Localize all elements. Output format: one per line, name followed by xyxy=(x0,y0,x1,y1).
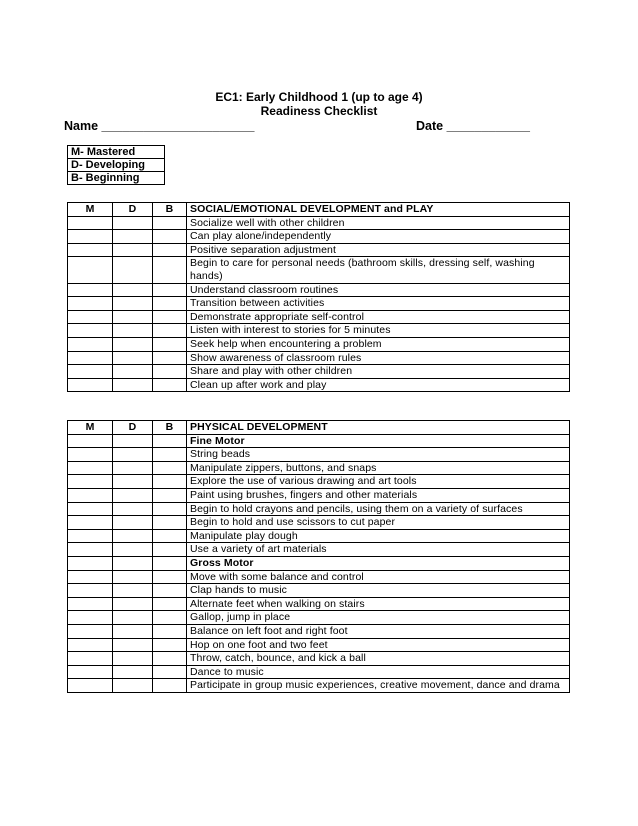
checkbox-d-cell xyxy=(113,556,153,570)
checkbox-d-cell[interactable] xyxy=(113,502,153,516)
checkbox-d-cell[interactable] xyxy=(113,516,153,530)
skill-label: Dance to music xyxy=(187,665,570,679)
checkbox-b-cell[interactable] xyxy=(153,378,187,392)
checklist-row xyxy=(68,365,570,379)
checklist-row xyxy=(68,638,570,652)
checkbox-d-cell xyxy=(113,434,153,448)
skill-label: Transition between activities xyxy=(187,297,570,311)
skill-label: Explore the use of various drawing and art tools xyxy=(187,475,570,489)
checkbox-b-cell[interactable] xyxy=(153,324,187,338)
checkbox-b-cell[interactable] xyxy=(153,570,187,584)
checklist-row xyxy=(68,475,570,489)
physical-development-rows xyxy=(68,434,570,692)
checkbox-m-cell[interactable] xyxy=(68,257,113,283)
checklist-row xyxy=(68,570,570,584)
skill-label: Participate in group music experiences, creative movement, dance and drama xyxy=(187,679,570,693)
skill-label: Gallop, jump in place xyxy=(187,611,570,625)
checklist-row xyxy=(68,624,570,638)
checkbox-m-cell[interactable] xyxy=(68,461,113,475)
checkbox-m-cell[interactable] xyxy=(68,310,113,324)
checklist-row xyxy=(68,243,570,257)
checklist-row xyxy=(68,488,570,502)
checkbox-m-cell[interactable] xyxy=(68,516,113,530)
column-m-header: M xyxy=(68,421,113,435)
checkbox-m-cell[interactable] xyxy=(68,679,113,693)
checkbox-d-cell[interactable] xyxy=(113,216,153,230)
checkbox-b-cell[interactable] xyxy=(153,624,187,638)
column-b-header: B xyxy=(153,203,187,217)
checkbox-b-cell[interactable] xyxy=(153,461,187,475)
checkbox-m-cell[interactable] xyxy=(68,324,113,338)
checkbox-m-cell[interactable] xyxy=(68,597,113,611)
skill-label: Socialize well with other children xyxy=(187,216,570,230)
checkbox-m-cell[interactable] xyxy=(68,652,113,666)
column-b-header: B xyxy=(153,421,187,435)
checkbox-d-cell[interactable] xyxy=(113,679,153,693)
checkbox-b-cell[interactable] xyxy=(153,297,187,311)
checkbox-m-cell[interactable] xyxy=(68,475,113,489)
skill-label: Hop on one foot and two feet xyxy=(187,638,570,652)
checkbox-b-cell[interactable] xyxy=(153,529,187,543)
skill-label: Clap hands to music xyxy=(187,584,570,598)
checkbox-d-cell[interactable] xyxy=(113,283,153,297)
checkbox-b-cell[interactable] xyxy=(153,365,187,379)
checkbox-b-cell xyxy=(153,434,187,448)
checkbox-m-cell[interactable] xyxy=(68,502,113,516)
checkbox-d-cell[interactable] xyxy=(113,488,153,502)
checkbox-b-cell[interactable] xyxy=(153,543,187,557)
checkbox-m-cell[interactable] xyxy=(68,297,113,311)
checklist-row xyxy=(68,461,570,475)
checklist-row xyxy=(68,529,570,543)
checkbox-b-cell[interactable] xyxy=(153,283,187,297)
checkbox-d-cell[interactable] xyxy=(113,597,153,611)
checkbox-d-cell[interactable] xyxy=(113,543,153,557)
physical-development-heading: PHYSICAL DEVELOPMENT xyxy=(187,421,570,435)
checkbox-b-cell[interactable] xyxy=(153,351,187,365)
checkbox-b-cell[interactable] xyxy=(153,216,187,230)
checkbox-m-cell[interactable] xyxy=(68,337,113,351)
checkbox-b-cell[interactable] xyxy=(153,448,187,462)
skill-label: Begin to hold and use scissors to cut paper xyxy=(187,516,570,530)
checkbox-m-cell[interactable] xyxy=(68,638,113,652)
checkbox-d-cell[interactable] xyxy=(113,665,153,679)
skill-label: Positive separation adjustment xyxy=(187,243,570,257)
skill-label: Throw, catch, bounce, and kick a ball xyxy=(187,652,570,666)
checkbox-d-cell[interactable] xyxy=(113,638,153,652)
checklist-row xyxy=(68,584,570,598)
checklist-row xyxy=(68,378,570,392)
checkbox-b-cell[interactable] xyxy=(153,652,187,666)
skill-label: Begin to care for personal needs (bathroom skills, dressing self, washing hands) xyxy=(187,257,570,283)
checkbox-d-cell[interactable] xyxy=(113,297,153,311)
checkbox-b-cell[interactable] xyxy=(153,475,187,489)
checklist-row xyxy=(68,257,570,283)
subheading-label: Gross Motor xyxy=(187,556,570,570)
checkbox-m-cell[interactable] xyxy=(68,570,113,584)
skill-label: Manipulate play dough xyxy=(187,529,570,543)
checkbox-d-cell[interactable] xyxy=(113,475,153,489)
document-title xyxy=(0,90,638,118)
legend-mastered: M- Mastered xyxy=(68,146,165,159)
checkbox-d-cell[interactable] xyxy=(113,378,153,392)
skill-label: Demonstrate appropriate self-control xyxy=(187,310,570,324)
checkbox-b-cell[interactable] xyxy=(153,257,187,283)
checklist-row xyxy=(68,310,570,324)
title-line-2: Readiness Checklist xyxy=(260,104,378,118)
checklist-row xyxy=(68,652,570,666)
checkbox-b-cell[interactable] xyxy=(153,230,187,244)
checkbox-b-cell[interactable] xyxy=(153,310,187,324)
checklist-row xyxy=(68,597,570,611)
checkbox-d-cell[interactable] xyxy=(113,652,153,666)
checklist-row xyxy=(68,283,570,297)
checkbox-b-cell[interactable] xyxy=(153,611,187,625)
checklist-row xyxy=(68,216,570,230)
checkbox-m-cell[interactable] xyxy=(68,243,113,257)
checklist-row xyxy=(68,665,570,679)
checkbox-d-cell[interactable] xyxy=(113,337,153,351)
checklist-row xyxy=(68,230,570,244)
checkbox-b-cell[interactable] xyxy=(153,337,187,351)
social-emotional-table xyxy=(67,202,570,392)
skill-label: Listen with interest to stories for 5 minutes xyxy=(187,324,570,338)
checkbox-b-cell[interactable] xyxy=(153,638,187,652)
column-m-header: M xyxy=(68,203,113,217)
checkbox-m-cell[interactable] xyxy=(68,365,113,379)
checkbox-b-cell[interactable] xyxy=(153,516,187,530)
checkbox-b-cell[interactable] xyxy=(153,679,187,693)
legend-beginning: B- Beginning xyxy=(68,172,165,185)
checklist-row xyxy=(68,502,570,516)
checkbox-d-cell[interactable] xyxy=(113,448,153,462)
checkbox-d-cell[interactable] xyxy=(113,624,153,638)
checklist-row xyxy=(68,679,570,693)
checkbox-b-cell[interactable] xyxy=(153,665,187,679)
social-emotional-rows xyxy=(68,216,570,392)
checkbox-m-cell[interactable] xyxy=(68,529,113,543)
checkbox-d-cell[interactable] xyxy=(113,351,153,365)
skill-label: Can play alone/independently xyxy=(187,230,570,244)
skill-label: Seek help when encountering a problem xyxy=(187,337,570,351)
social-emotional-heading: SOCIAL/EMOTIONAL DEVELOPMENT and PLAY xyxy=(187,203,570,217)
column-d-header: D xyxy=(113,203,153,217)
checkbox-m-cell[interactable] xyxy=(68,230,113,244)
checkbox-m-cell[interactable] xyxy=(68,624,113,638)
checkbox-b-cell[interactable] xyxy=(153,488,187,502)
checkbox-b-cell[interactable] xyxy=(153,243,187,257)
checkbox-m-cell[interactable] xyxy=(68,543,113,557)
skill-label: Move with some balance and control xyxy=(187,570,570,584)
checklist-row xyxy=(68,516,570,530)
checkbox-m-cell[interactable] xyxy=(68,351,113,365)
subheading-row xyxy=(68,556,570,570)
checkbox-m-cell[interactable] xyxy=(68,611,113,625)
checkbox-d-cell[interactable] xyxy=(113,310,153,324)
checklist-row xyxy=(68,297,570,311)
subheading-label: Fine Motor xyxy=(187,434,570,448)
legend-developing: D- Developing xyxy=(68,159,165,172)
checkbox-m-cell[interactable] xyxy=(68,488,113,502)
checkbox-d-cell[interactable] xyxy=(113,584,153,598)
skill-label: Use a variety of art materials xyxy=(187,543,570,557)
checkbox-d-cell[interactable] xyxy=(113,461,153,475)
checkbox-b-cell xyxy=(153,556,187,570)
subheading-row xyxy=(68,434,570,448)
checkbox-d-cell[interactable] xyxy=(113,570,153,584)
title-line-1: EC1: Early Childhood 1 (up to age 4) xyxy=(215,90,423,104)
name-date-row xyxy=(64,118,554,134)
checkbox-m-cell[interactable] xyxy=(68,665,113,679)
checkbox-b-cell[interactable] xyxy=(153,584,187,598)
checkbox-m-cell[interactable] xyxy=(68,283,113,297)
skill-label: Alternate feet when walking on stairs xyxy=(187,597,570,611)
checklist-row xyxy=(68,351,570,365)
checkbox-b-cell[interactable] xyxy=(153,597,187,611)
skill-label: Balance on left foot and right foot xyxy=(187,624,570,638)
skill-label: Manipulate zippers, buttons, and snaps xyxy=(187,461,570,475)
date-field[interactable]: Date ____________ xyxy=(416,119,530,133)
checklist-row xyxy=(68,448,570,462)
legend-table xyxy=(67,145,165,185)
checklist-row xyxy=(68,543,570,557)
checkbox-m-cell[interactable] xyxy=(68,448,113,462)
skill-label: Understand classroom routines xyxy=(187,283,570,297)
physical-development-table xyxy=(67,420,570,693)
column-d-header: D xyxy=(113,421,153,435)
checkbox-b-cell[interactable] xyxy=(153,502,187,516)
checkbox-d-cell[interactable] xyxy=(113,324,153,338)
checkbox-m-cell xyxy=(68,556,113,570)
checkbox-m-cell xyxy=(68,434,113,448)
checkbox-m-cell[interactable] xyxy=(68,378,113,392)
checklist-row xyxy=(68,337,570,351)
skill-label: String beads xyxy=(187,448,570,462)
checkbox-m-cell[interactable] xyxy=(68,216,113,230)
skill-label: Show awareness of classroom rules xyxy=(187,351,570,365)
skill-label: Begin to hold crayons and pencils, using them on a variety of surfaces xyxy=(187,502,570,516)
checkbox-d-cell[interactable] xyxy=(113,257,153,283)
skill-label: Paint using brushes, fingers and other materials xyxy=(187,488,570,502)
name-field[interactable]: Name ______________________ xyxy=(64,119,255,133)
checkbox-d-cell[interactable] xyxy=(113,611,153,625)
skill-label: Share and play with other children xyxy=(187,365,570,379)
checkbox-m-cell[interactable] xyxy=(68,584,113,598)
checkbox-d-cell[interactable] xyxy=(113,365,153,379)
checkbox-d-cell[interactable] xyxy=(113,243,153,257)
checkbox-d-cell[interactable] xyxy=(113,230,153,244)
checklist-row xyxy=(68,611,570,625)
checkbox-d-cell[interactable] xyxy=(113,529,153,543)
checklist-row xyxy=(68,324,570,338)
skill-label: Clean up after work and play xyxy=(187,378,570,392)
